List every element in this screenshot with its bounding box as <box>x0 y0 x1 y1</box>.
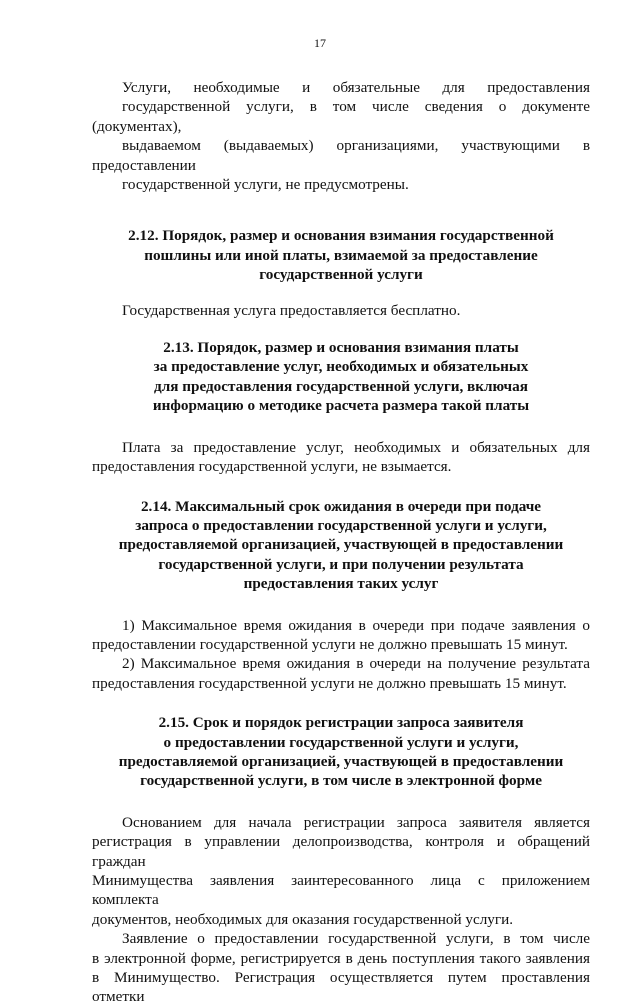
section-2-13-line-1: Плата за предоставление услуг, необходимых и обязательных для <box>122 438 590 456</box>
section-2-13-paragraph <box>92 438 590 477</box>
heading-line: 2.12. Порядок, размер и основания взимания государственной <box>128 227 554 245</box>
page-number: 17 <box>314 36 326 50</box>
item-1-line-2: предоставлении государственной услуги не должно превышать 15 минут. <box>92 635 568 653</box>
para-1-line-3: Минимущества заявления заинтересованного лица с приложением комплекта <box>92 872 590 909</box>
section-2-15-paragraph-1 <box>92 813 590 929</box>
section-2-14-item-1 <box>92 616 590 655</box>
intro-line-2: государственной услуги, в том числе сведения о документе (документах), <box>92 98 590 135</box>
section-2-15-paragraph-2 <box>92 929 590 1007</box>
heading-line: информацию о методике расчета размера такой платы <box>152 397 530 415</box>
section-2-15-heading <box>92 713 590 791</box>
section-2-13-heading <box>92 338 590 416</box>
item-1-line-1: 1) Максимальное время ожидания в очереди при подаче заявления о <box>122 616 590 634</box>
document-body <box>92 78 590 1007</box>
intro-line-3: выдаваемом (выдаваемых) организациями, участвующими в предоставлении <box>92 137 590 174</box>
heading-line: запроса о предоставлении государственной услуги и услуги, <box>135 516 547 534</box>
heading-line: 2.13. Порядок, размер и основания взимания платы <box>163 339 519 357</box>
item-2-line-1: 2) Максимальное время ожидания в очереди на получение результата <box>122 655 590 673</box>
section-2-12-heading <box>92 226 590 284</box>
heading-line: государственной услуги, в том числе в электронной форме <box>140 772 542 790</box>
intro-line-1: Услуги, необходимые и обязательные для предоставления <box>122 79 590 96</box>
para-2-line-1: Заявление о предоставлении государственной услуги, в том числе <box>122 930 590 948</box>
heading-line: государственной услуги <box>259 266 423 284</box>
item-2-line-2: предоставления государственной услуги не должно превышать 15 минут. <box>92 674 567 692</box>
heading-line: за предоставление услуг, необходимых и обязательных <box>153 358 529 376</box>
heading-line: для предоставления государственной услуги, включая <box>154 377 528 395</box>
heading-line: 2.14. Максимальный срок ожидания в очереди при подаче <box>140 497 542 515</box>
para-1-line-1: Основанием для начала регистрации запроса заявителя является <box>122 813 590 831</box>
section-2-14-heading <box>92 497 590 594</box>
heading-line: о предоставлении государственной услуги и услуги, <box>163 733 519 751</box>
para-2-line-3: в Минимущество. Регистрация осуществляется путем проставления отметки <box>92 969 590 1006</box>
section-2-13-line-2: предоставления государственной услуги, не взымается. <box>92 458 452 476</box>
section-2-14-item-2 <box>92 654 590 693</box>
para-2-line-2: в электронной форме, регистрируется в день поступления такого заявления <box>92 949 590 967</box>
heading-line: предоставляемой организацией, участвующей в предоставлении <box>118 536 564 554</box>
para-1-line-2: регистрация в управлении делопроизводства, контроля и обращений граждан <box>92 833 590 870</box>
heading-line: 2.15. Срок и порядок регистрации запроса заявителя <box>158 714 524 732</box>
heading-line: предоставления таких услуг <box>243 575 439 593</box>
heading-line: пошлины или иной платы, взимаемой за предоставление <box>144 246 538 264</box>
intro-line-4: государственной услуги, не предусмотрены. <box>122 176 409 194</box>
intro-paragraph <box>92 78 590 194</box>
para-1-line-4: документов, необходимых для оказания государственной услуги. <box>92 910 514 928</box>
heading-line: государственной услуги, и при получении результата <box>158 555 524 573</box>
heading-line: предоставляемой организацией, участвующей в предоставлении <box>118 752 564 770</box>
section-2-12-text: Государственная услуга предоставляется бесплатно. <box>122 301 461 319</box>
